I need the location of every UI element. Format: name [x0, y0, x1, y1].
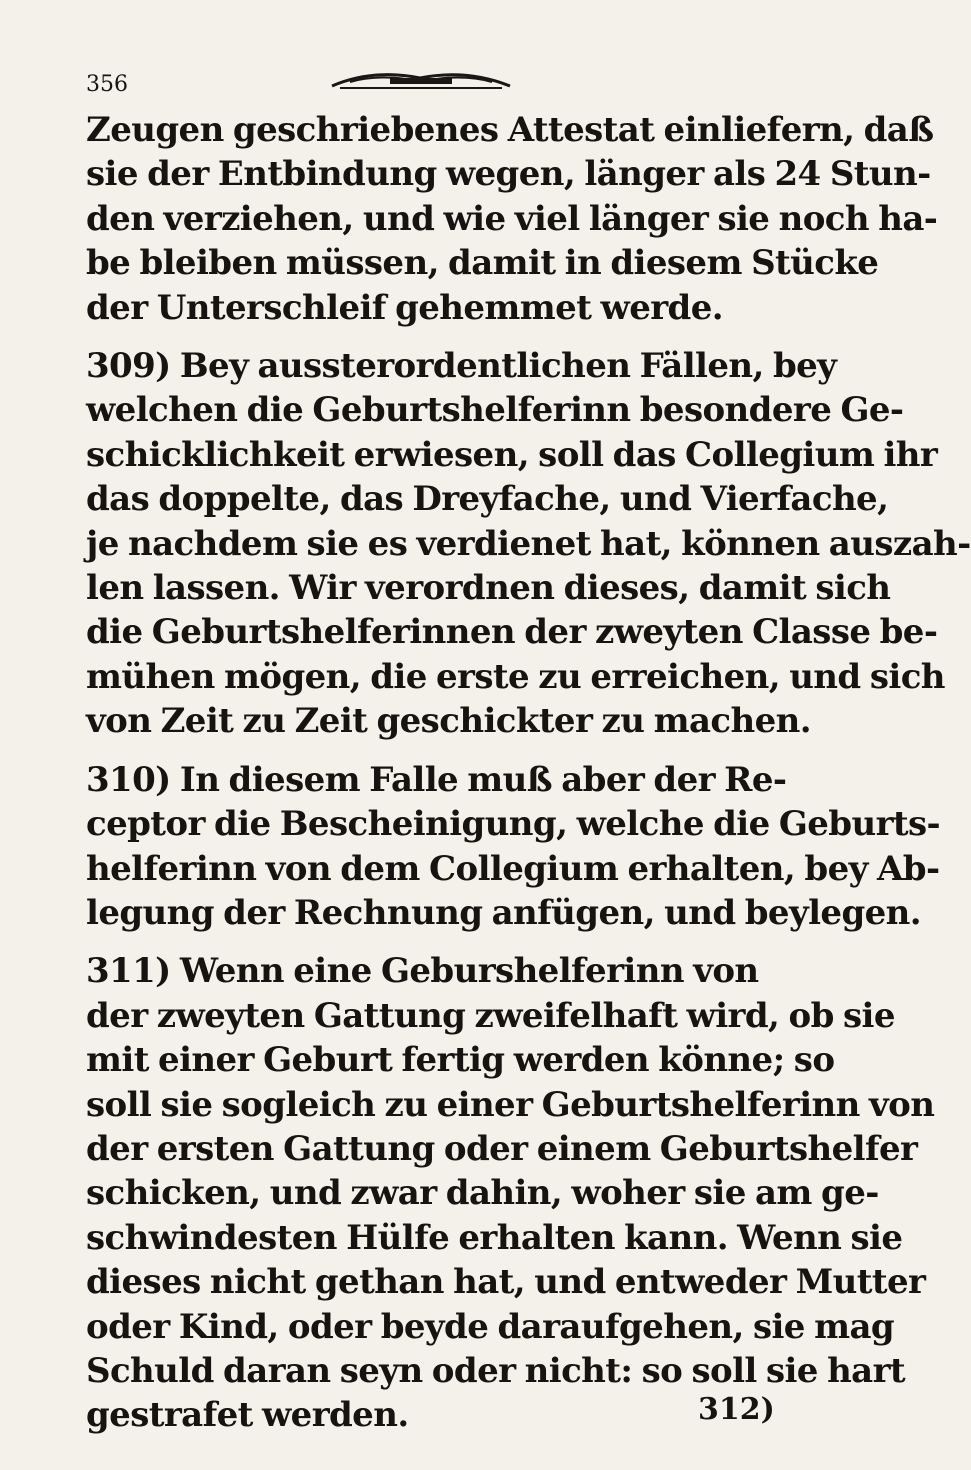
text-line: schicken, und zwar dahin, woher sie am ge- — [86, 1173, 879, 1214]
text-line: legung der Rechnung anfügen, und beylegen. — [86, 892, 922, 933]
paragraph-gap — [86, 330, 798, 344]
text-line: soll sie sogleich zu einer Geburtshelferinn von — [86, 1084, 935, 1125]
text-line: der Unterschleif gehemmet werde. — [86, 287, 724, 328]
text-line: mühen mögen, die erste zu erreichen, und sich — [86, 656, 945, 697]
text-line: der ersten Gattung oder einem Geburtshelfer — [86, 1128, 918, 1169]
paragraph-gap — [86, 744, 798, 758]
text-line: 310) In diesem Falle muß aber der Re- — [86, 759, 787, 800]
text-line: das doppelte, das Dreyfache, und Vierfache, — [86, 479, 889, 520]
body-text — [86, 108, 971, 1438]
text-line: von Zeit zu Zeit geschickter zu machen. — [86, 701, 811, 742]
text-line: die Geburtshelferinnen der zweyten Classe be- — [86, 612, 938, 653]
text-line: gestrafet werden. — [86, 1395, 409, 1436]
text-line: je nachdem sie es verdienet hat, können auszah- — [86, 523, 971, 564]
page-number: 356 — [86, 72, 128, 97]
text-line: schwindesten Hülfe erhalten kann. Wenn sie — [86, 1217, 903, 1258]
text-line: dieses nicht gethan hat, und entweder Mutter — [86, 1262, 926, 1303]
paragraph-gap — [86, 935, 798, 949]
text-line: mit einer Geburt fertig werden könne; so — [86, 1040, 835, 1081]
text-line: Schuld daran seyn oder nicht: so soll sie hart — [86, 1350, 906, 1391]
catchword: 312) — [698, 1392, 775, 1427]
text-line: be bleiben müssen, damit in diesem Stücke — [86, 243, 879, 284]
text-line: 311) Wenn eine Geburshelferinn von — [86, 951, 759, 992]
text-line: der zweyten Gattung zweifelhaft wird, ob sie — [86, 995, 895, 1036]
header-ornament-icon — [330, 68, 512, 92]
text-line: den verziehen, und wie viel länger sie noch ha- — [86, 198, 938, 239]
text-line: len lassen. Wir verordnen dieses, damit sich — [86, 568, 891, 609]
text-line: sie der Entbindung wegen, länger als 24 Stun- — [86, 154, 931, 195]
text-line: Zeugen geschriebenes Attestat einliefern, daß — [86, 110, 934, 150]
text-line: welchen die Geburtshelferinn besondere Ge- — [86, 390, 904, 431]
text-line: oder Kind, oder beyde daraufgehen, sie mag — [86, 1306, 895, 1347]
text-line: helferinn von dem Collegium erhalten, bey Ab- — [86, 848, 940, 889]
text-line: ceptor die Bescheinigung, welche die Geburts- — [86, 804, 941, 845]
text-line: 309) Bey aussterordentlichen Fällen, bey — [86, 346, 837, 387]
text-line: schicklichkeit erwiesen, soll das Collegium ihr — [86, 434, 938, 475]
